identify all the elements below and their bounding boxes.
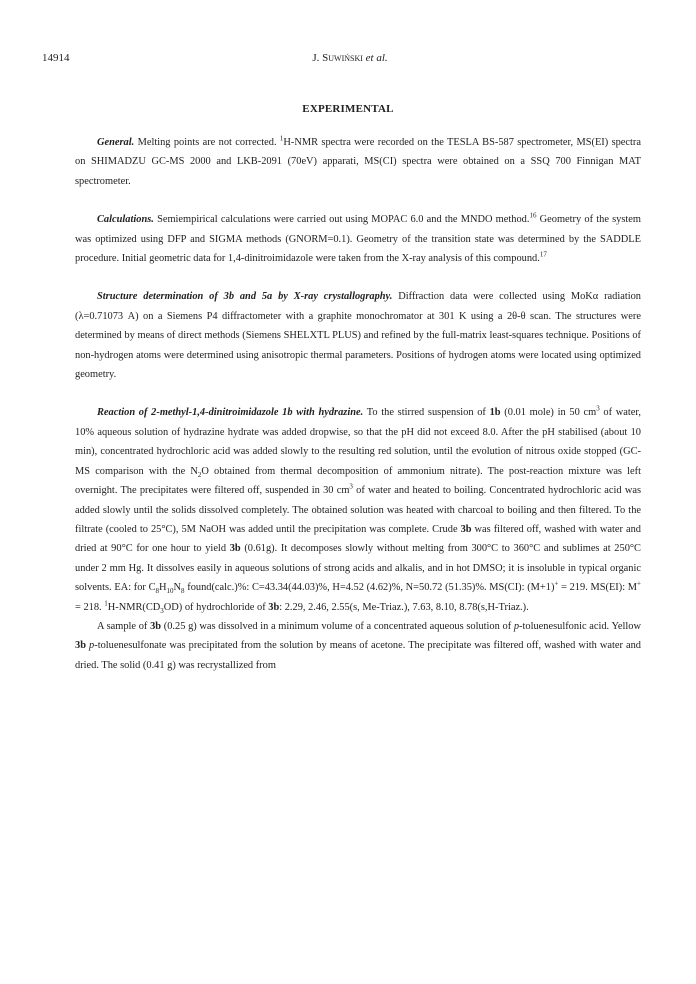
structure-title-a: Structure determination of: [97, 291, 224, 303]
running-head: [42, 52, 658, 64]
reaction-text-4: O obtained from thermal decomposition of ammonium nitrate). The post-reaction mixture was left overnight. The precipitates were filtered off, suspended in 30 cm: [75, 465, 641, 497]
compound-3b: 3b: [268, 601, 280, 613]
reaction-text-15: : 2.29, 2.46, 2.55(s, Me-Triaz.), 7.63, 8.10, 8.78(s,H-Triaz.).: [279, 601, 529, 613]
sup-3a: 3: [596, 405, 600, 413]
sup-plus: +: [637, 579, 641, 588]
reaction-title-1b: 1b: [282, 407, 293, 419]
sample-text-1: A sample of: [97, 620, 151, 632]
sample-text-5: -toluenesulfonate was precipitated from the solution by means of acetone. The precipitate was filtered off, washed with water and dried. The solid (0.41 g) was recrystallized from: [75, 640, 641, 671]
sub-8b: 8: [181, 587, 185, 596]
sup-1h: 1: [104, 599, 108, 608]
structure-title-c: and: [234, 291, 262, 303]
reference-16: 16: [529, 211, 537, 220]
reaction-text-9: N: [173, 582, 182, 594]
compound-1b: 1b: [489, 407, 501, 419]
reaction-text-12: = 218.: [75, 601, 105, 613]
reaction-title-c: with hydrazine.: [292, 407, 364, 419]
reaction-text-6: was filtered off, washed with water and dried at 90°C for one hour to yield: [75, 523, 641, 555]
para-prefix: p: [513, 620, 520, 632]
general-text-2: H-NMR spectra were recorded on the TESLA BS-587 spectrometer, MS(EI) spectra on SHIMADZU GC-MS 2000 and LKB-2091 (70eV) apparati, MS(CI) spectra were obtained on a SSQ 700 Finnigan MAT spectrometer.: [75, 137, 641, 187]
compound-3b: 3b: [150, 620, 162, 632]
paragraph-calculations: [75, 210, 641, 268]
reaction-text-7: (0.61g). It decomposes slowly without melting from 300°C to 360°C and sublimes at 250°C under 2 mm Hg. It dissolves easily in aqueous solutions of strong acids and alkalis, and in hot DMSO; it is insoluble in typical organic solvents. EA: for C: [75, 543, 641, 594]
sample-text-3: -toluenesulfonic acid. Yellow: [519, 620, 641, 632]
reaction-text-1: To the stirred suspension of: [363, 407, 490, 419]
paragraph-structure: [75, 287, 641, 384]
reaction-text-8: H: [159, 582, 167, 594]
calculations-text-1: Semiempirical calculations were carried out using MOPAC 6.0 and the MNDO method.: [153, 214, 530, 226]
sub-10: 10: [166, 587, 174, 596]
page-number: 14914: [42, 52, 70, 64]
reaction-title-a: Reaction of 2-methyl-1,4-dinitroimidazole: [97, 407, 283, 419]
sup-3b: 3: [349, 482, 353, 491]
general-text-1: Melting points are not corrected.: [134, 137, 280, 148]
compound-3b: 3b: [75, 640, 86, 652]
structure-text: Diffraction data were collected using MoKα radiation (λ=0.71073 A) on a Siemens P4 diffractometer with a graphite monochromator at 301 K using a 2θ-θ scan. The structures were determined by means of direct methods (Siemens SHELXTL PLUS) and refined by the full-matrix least-squares technique. Positions of non-hydrogen atoms were determined using anisotropic thermal parameters. Positions of hydrogen atoms were located using optimized geometry.: [75, 291, 641, 381]
paragraph-general: [75, 133, 641, 191]
reaction-text-10: found(calc.)%: C=43.34(44.03)%, H=4.52 (4.62)%, N=50.72 (51.35)%. MS(CI): (M+1): [184, 582, 555, 594]
reference-17: 17: [539, 250, 547, 259]
compound-3b: 3b: [460, 523, 472, 535]
reaction-text-3: of water, 10% aqueous solution of hydrazine hydrate was added dropwise, so that the pH did not exceed 8.0. After the pH stabilised (about 10 min), concentrated hydrochloric acid was added slowly to the resulting red solution, until the evolution of nitrous oxide stopped (GC-MS comparison with the N: [75, 407, 642, 477]
structure-title-d: by X-ray crystallography.: [272, 291, 393, 303]
reaction-text-14: OD) of hydrochloride of: [163, 601, 269, 613]
reaction-text-13: H-NMR(CD: [107, 601, 161, 613]
general-title: General.: [97, 137, 135, 148]
running-head-author: J. Suwiński: [312, 52, 363, 64]
calculations-title: Calculations.: [97, 214, 154, 226]
compound-3b: 3b: [229, 543, 241, 555]
sup-plus: +: [554, 579, 559, 588]
sub-2a: 2: [197, 470, 202, 479]
reaction-text-2: (0.01 mole) in 50 cm: [500, 407, 597, 419]
structure-title: [97, 291, 392, 302]
sub-3: 3: [160, 606, 164, 615]
sample-text-2: (0.25 g) was dissolved in a minimum volume of a concentrated aqueous solution of: [161, 620, 514, 632]
structure-title-5a: 5a: [261, 291, 273, 303]
paragraph-sample: [75, 617, 641, 675]
calculations-text-2: Geometry of the system was optimized using DFP and SIGMA methods (GNORM=0.1). Geometry of the transition state was determined by the SADDLE procedure. Initial geometric data for 1,4-dinitroimidazole were taken from the X-ray analysis of this compound.: [75, 214, 641, 265]
paragraph-reaction: [75, 403, 641, 616]
section-heading: EXPERIMENTAL: [302, 103, 394, 115]
body-text: [75, 133, 641, 675]
sub-8: 8: [155, 587, 160, 596]
general-sup: 1: [279, 134, 284, 143]
para-prefix: p: [89, 640, 95, 652]
reaction-title: [97, 407, 363, 418]
running-head-etal: et al.: [365, 52, 388, 64]
structure-title-3b: 3b: [223, 291, 235, 303]
reaction-text-11: = 219. MS(EI): M: [558, 582, 638, 594]
reaction-text-5: of water and heated to boiling. Concentrated hydrochloric acid was added slowly until the solids dissolved completely. The obtained solution was heated with charcoal to boiling and then filtered. To the filtrate (cooled to 25°C), 5M NaOH was added until the precipitation was complete. Crude: [75, 485, 641, 535]
